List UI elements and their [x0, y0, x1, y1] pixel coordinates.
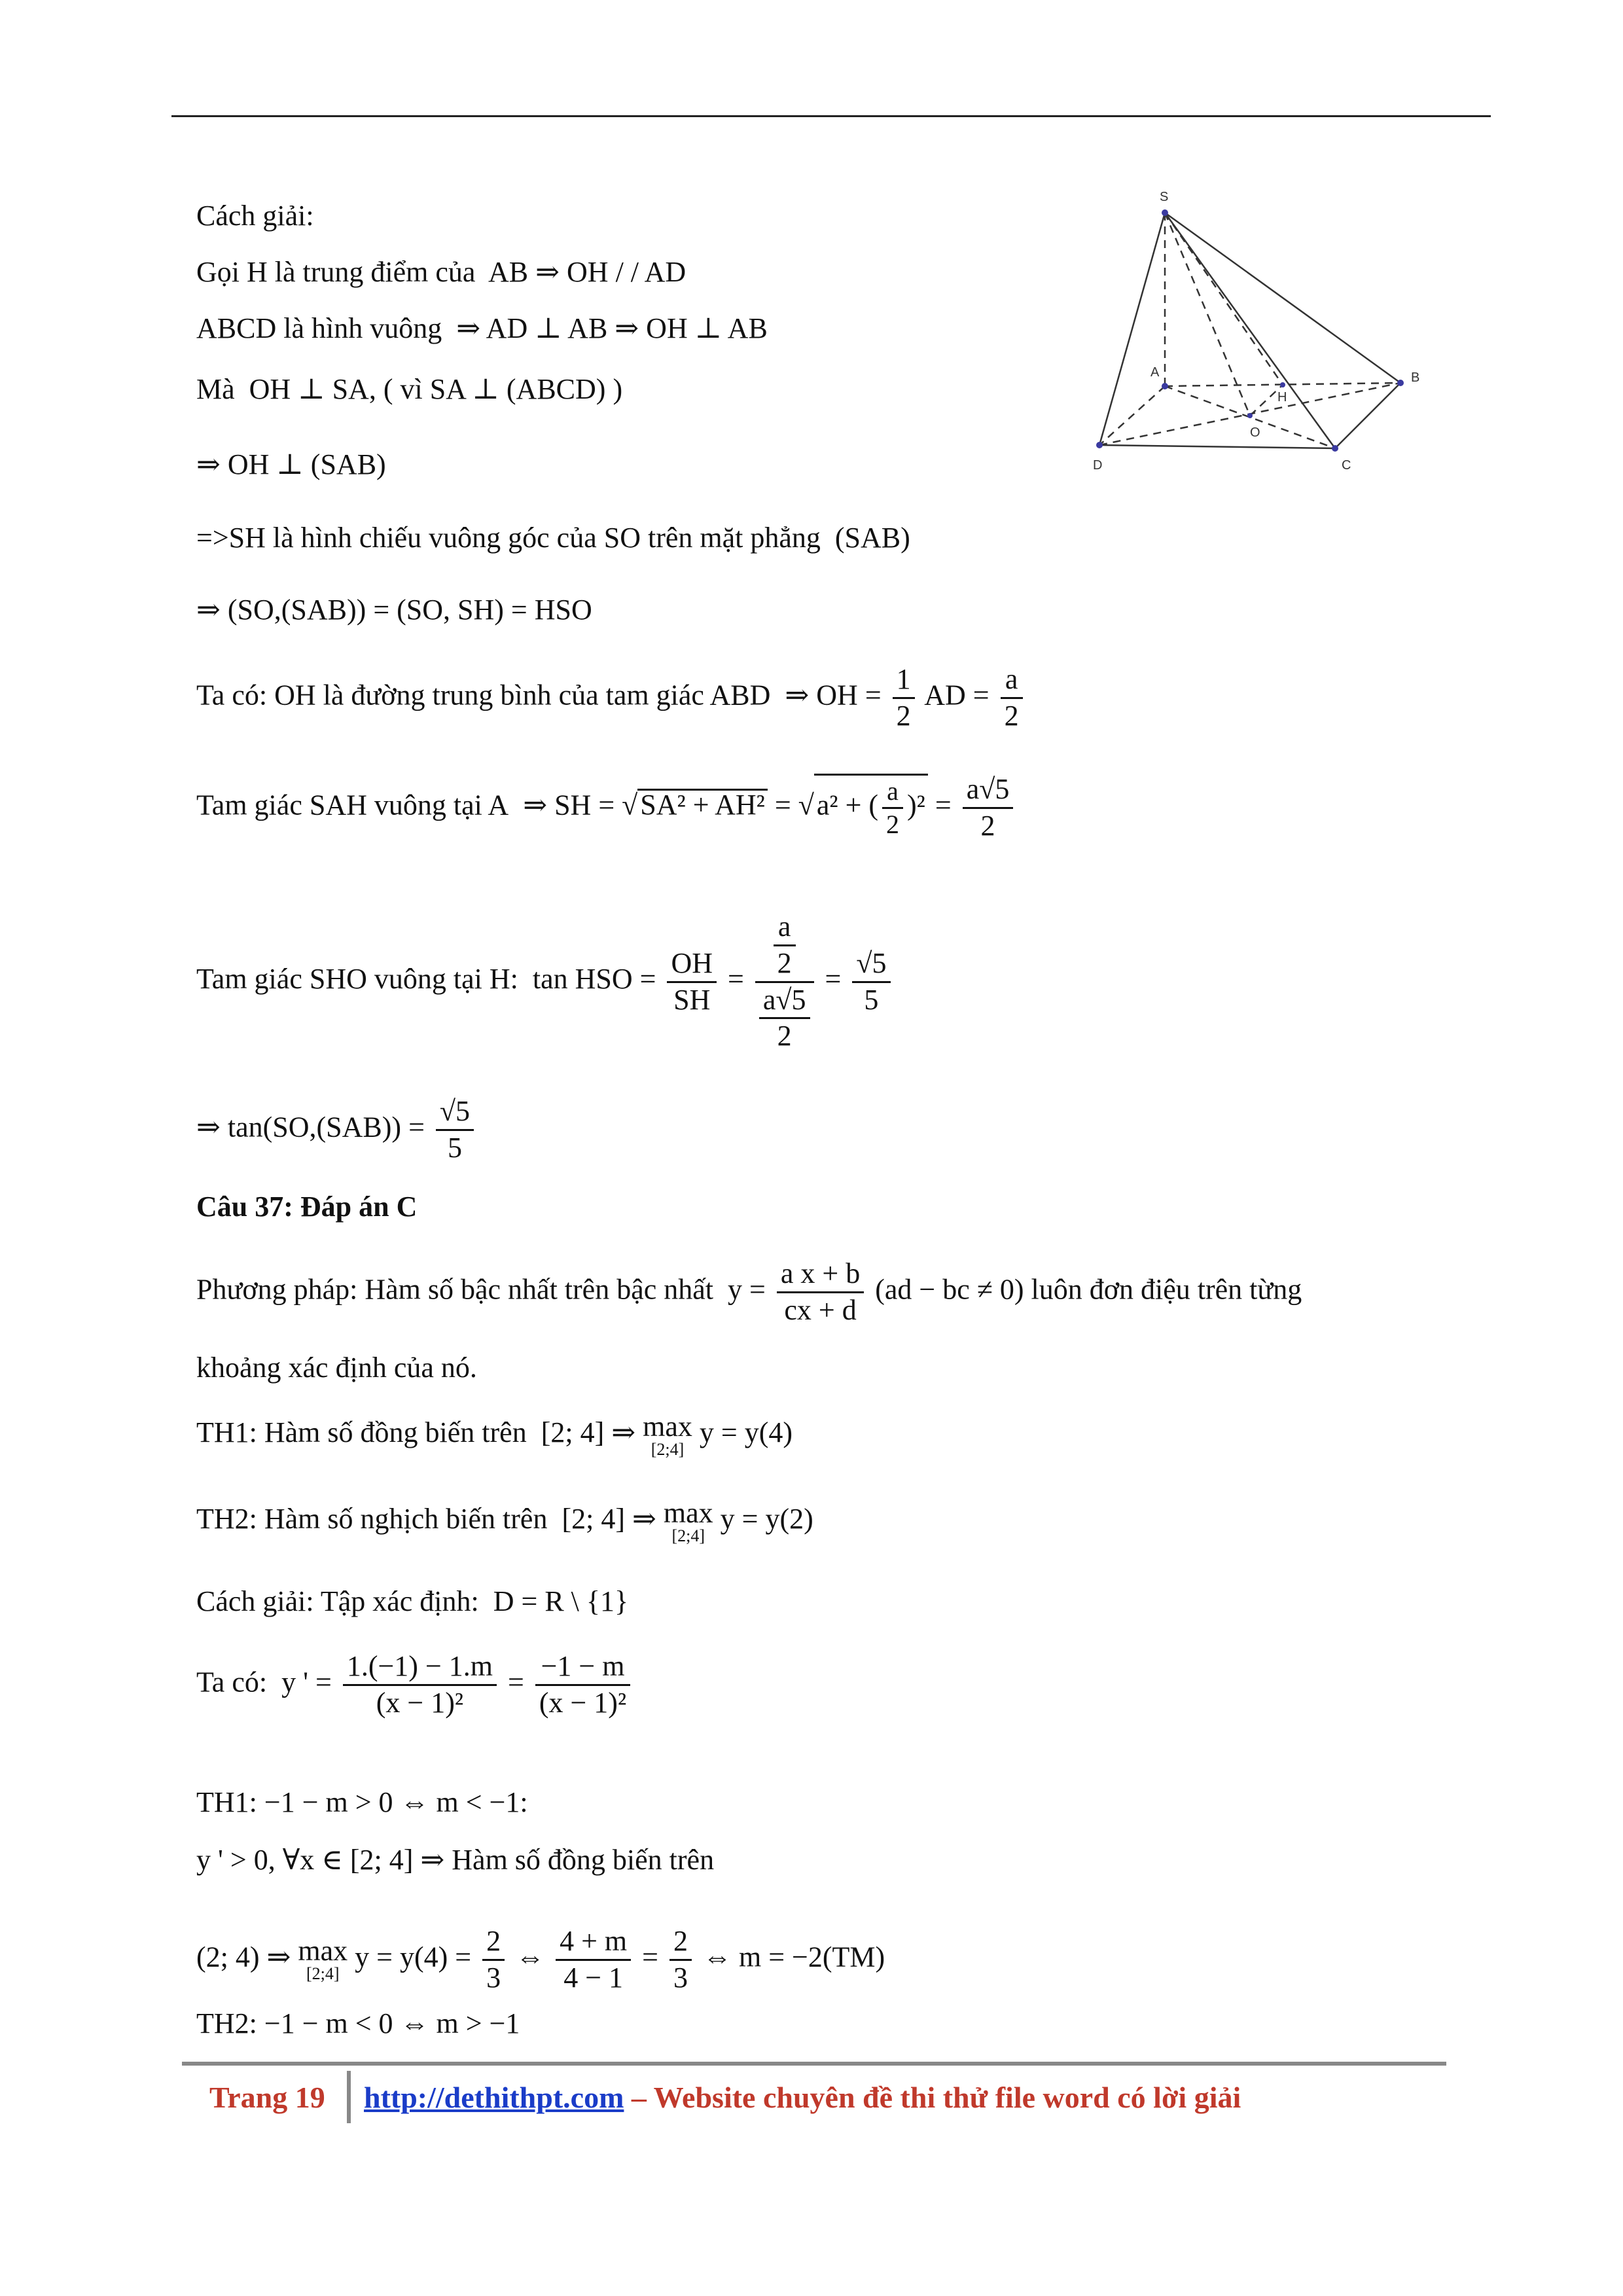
- max-operator: max [2;4]: [663, 1497, 713, 1545]
- fraction-2-over-3-b: $\frac{2}{3}$: [669, 1924, 692, 1996]
- solution-line-8: Tam giác SAH vuông tại A ⇒ SH = √SA² + AH² = √a² + ( $\frac{a}{2}$ )² = $\frac{a√5}{2}$: [196, 772, 1017, 844]
- max-operator: max [2;4]: [298, 1935, 348, 1984]
- solution-line-2: ABCD là hình vuông ⇒ AD ⊥ AB ⇒ OH ⊥ AB: [196, 312, 768, 344]
- label-c: C: [1342, 458, 1351, 473]
- question-37-title: Câu 37: Đáp án C: [196, 1191, 418, 1223]
- solution-line-4: ⇒ OH ⊥ (SAB): [196, 448, 386, 480]
- edge-sb: [1165, 213, 1400, 383]
- solution-line-3: Mà OH ⊥ SA, ( vì SA ⊥ (ABCD) ): [196, 373, 623, 405]
- edge-ad: [1099, 386, 1165, 445]
- max-operator: max [2;4]: [643, 1410, 692, 1459]
- fraction-one-half: $\frac{1}{2}$: [893, 662, 915, 734]
- top-rule: [171, 115, 1491, 117]
- fraction-ax-b-over-cx-d: $\frac{\text{a x + b}}{cx + d}$: [777, 1257, 864, 1328]
- fraction-2-over-3: $\frac{2}{3}$: [482, 1924, 505, 1996]
- derivative-fraction-1: $\frac{1.(-1) - 1.m}{\text{(x − 1)²}}$: [343, 1649, 497, 1721]
- label-a: A: [1150, 365, 1160, 380]
- solution-heading: Cách giải:: [196, 200, 314, 232]
- case2-line: TH2: −1 − m < 0 ⇔ m > −1: [196, 2007, 520, 2039]
- label-h: H: [1277, 390, 1287, 404]
- method-line: Phương pháp: Hàm số bậc nhất trên bậc nhất y = $\frac{\text{a x + b}}{cx + d}$ (ad − bc ≠ 0) luôn đơn điệu trên từng: [196, 1257, 1302, 1328]
- label-d: D: [1093, 458, 1103, 473]
- label-b: B: [1411, 370, 1420, 385]
- page-number: Trang 19: [209, 2081, 325, 2114]
- sqrt-expression: a² + ( $\frac{a}{2}$ )²: [814, 774, 928, 840]
- edge-sd: [1099, 213, 1165, 445]
- fraction-a-over-2: $\frac{a}{2}$: [1001, 662, 1023, 734]
- solution-line-1: Gọi H là trung điểm của AB ⇒ OH / / AD: [196, 256, 687, 288]
- solution-line-5: =>SH là hình chiếu vuông góc của SO trên mặt phẳng (SAB): [196, 522, 910, 554]
- case1-line: TH1: −1 − m > 0 ⇔ m < −1:: [196, 1786, 528, 1818]
- footer-tagline: – Website chuyên đề thi thử file word có lời giải: [624, 2081, 1241, 2114]
- domain-line: Cách giải: Tập xác định: D = R \ {1}: [196, 1585, 629, 1617]
- footer-text: [364, 2080, 1241, 2115]
- edge-dc: [1099, 445, 1335, 448]
- fraction-root5-over-5: $\frac{√5}{5}$: [852, 946, 890, 1018]
- label-o: O: [1250, 425, 1260, 440]
- derivative-line: Ta có: y ' = $\frac{1.(-1) - 1.m}{\text{(x − 1)²}}$ = $\frac{-1 - m}{\text{(x − 1)²}}$: [196, 1649, 634, 1721]
- method-line-2: khoảng xác định của nó.: [196, 1352, 477, 1384]
- fraction-a-root5-over-2: $\frac{a√5}{2}$: [963, 772, 1014, 844]
- solution-line-6: ⇒ (SO,(SAB)) = (SO, SH) = HSO: [196, 594, 592, 626]
- edge-cb: [1335, 383, 1400, 448]
- solution-line-7: Ta có: OH là đường trung bình của tam giác ABD ⇒ OH = $\frac{1}{2}$ AD = $\frac{a}{2}$: [196, 662, 1027, 734]
- case1-line-3: (2; 4) ⇒ max [2;4] y = y(4) = $\frac{2}{3}$ ⇔ $\frac{4 + m}{4 - 1}$ = $\frac{2}{3}$ ⇔ m = −2(TM): [196, 1924, 885, 1996]
- footer-rule: [182, 2062, 1446, 2066]
- fraction-4-plus-m: $\frac{4 + m}{4 - 1}$: [556, 1924, 631, 1996]
- case-th1: TH1: Hàm số đồng biến trên [2; 4] ⇒ max [2;4] y = y(4): [196, 1410, 793, 1459]
- pyramid-figure: [1093, 187, 1446, 484]
- website-link[interactable]: http://dethithpt.com: [364, 2081, 624, 2114]
- solution-line-10: ⇒ tan(SO,(SAB)) = $\frac{√5}{5}$: [196, 1094, 478, 1166]
- fraction-oh-over-sh: $\frac{OH}{SH}$: [667, 946, 717, 1018]
- segment-sh: [1165, 213, 1283, 385]
- footer-divider: [347, 2071, 351, 2123]
- label-s: S: [1160, 190, 1169, 204]
- case1-line-2: y ' > 0, ∀x ∈ [2; 4] ⇒ Hàm số đồng biến trên: [196, 1844, 715, 1876]
- case-th2: TH2: Hàm số nghịch biến trên [2; 4] ⇒ max [2;4] y = y(2): [196, 1497, 813, 1545]
- solution-line-9: Tam giác SHO vuông tại H: tan HSO = $\frac{OH}{SH}$ = $\frac{\frac{a}{2}}{\frac{a√5}{2}}$ = $\frac{√5}{5}$: [196, 910, 895, 1054]
- derivative-fraction-2: $\frac{-1 - m}{\text{(x − 1)²}}$: [535, 1649, 630, 1721]
- compound-fraction: $\frac{\frac{a}{2}}{\frac{a√5}{2}}$: [755, 910, 814, 1054]
- fraction-root5-over-5-result: $\frac{√5}{5}$: [436, 1094, 474, 1166]
